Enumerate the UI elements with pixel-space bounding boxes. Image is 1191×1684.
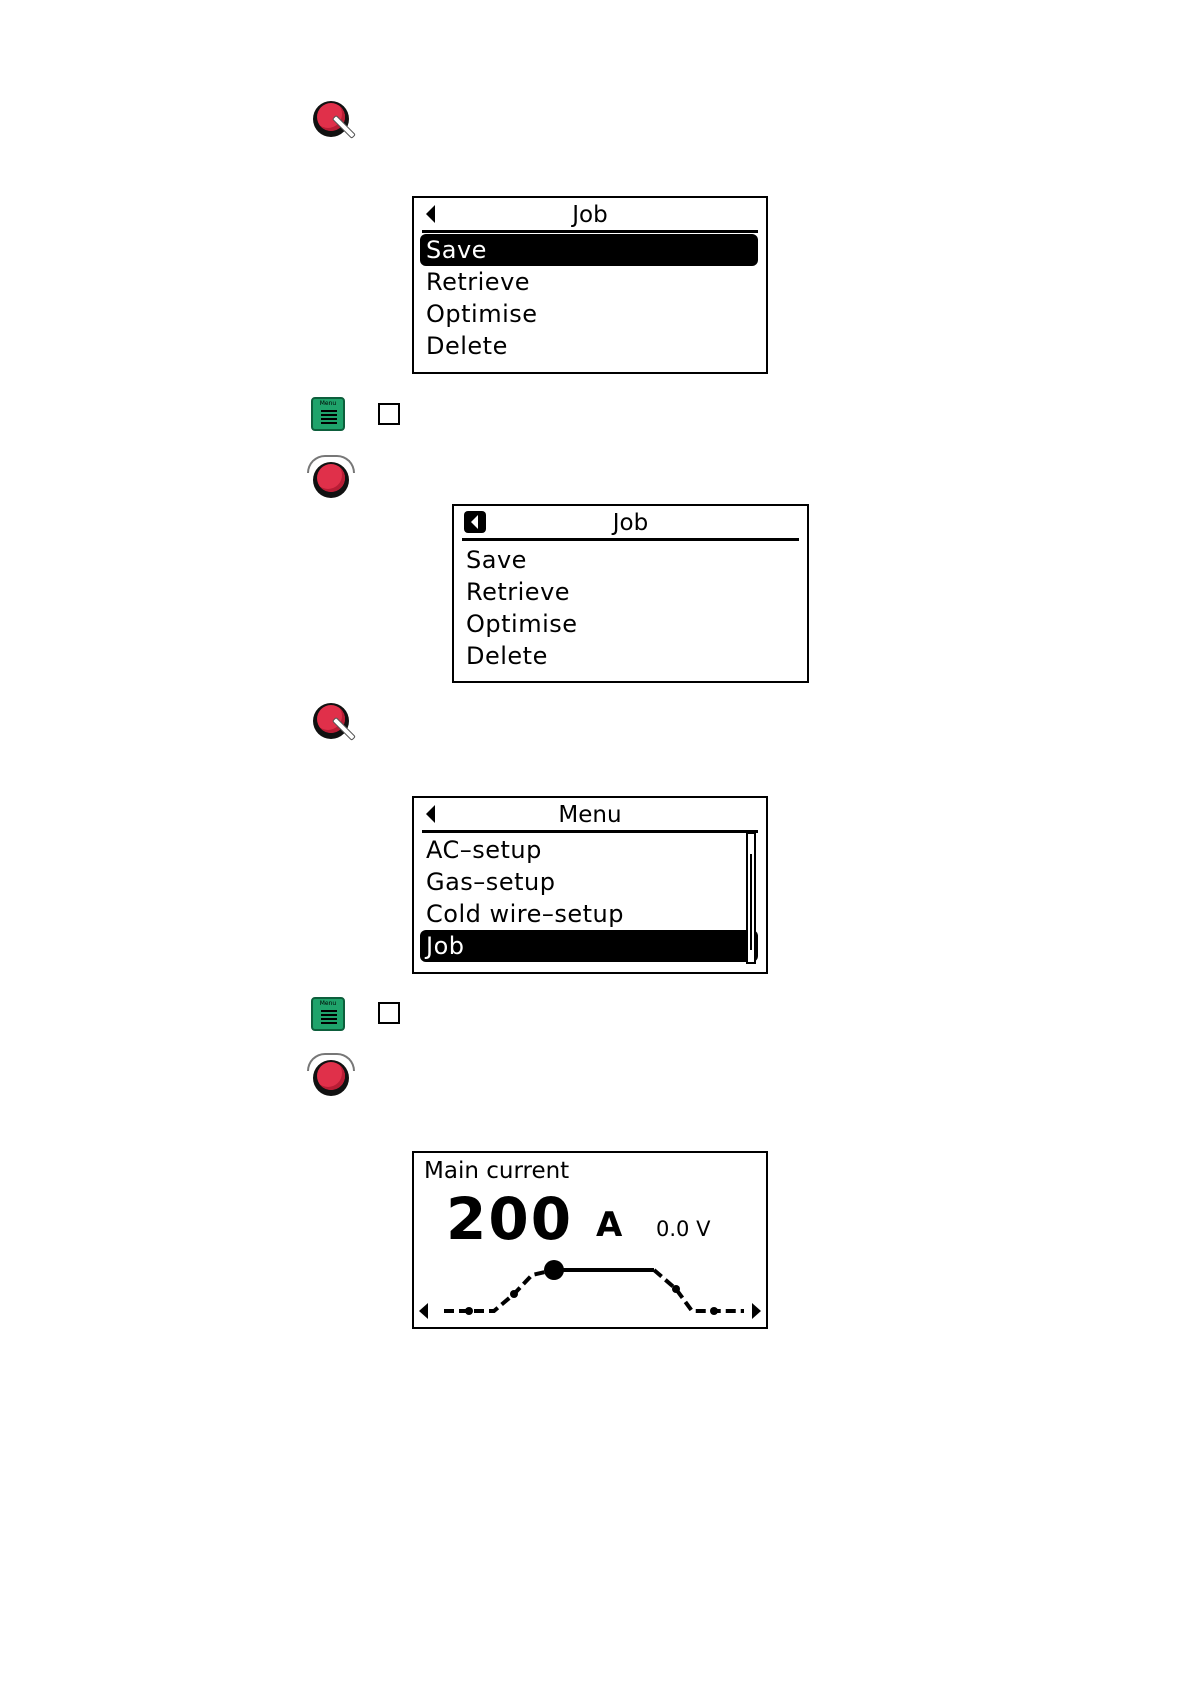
menu-item-delete[interactable]: Delete [466,642,548,670]
sequence-point [510,1290,518,1298]
main-current-screen [412,1151,768,1329]
step-checkbox[interactable] [378,403,400,425]
lcd-header [422,800,758,833]
voltage-readout: 0.0 V [656,1217,711,1241]
menu-item-save[interactable]: Save [420,234,758,266]
knob-press-icon[interactable] [313,703,349,739]
sequence-point [672,1285,680,1293]
previous-parameter-arrow-icon [419,1303,428,1319]
sequence-curve [444,1270,744,1311]
lcd-title: Job [572,202,608,228]
menu-lines-icon [321,1010,337,1026]
lcd-header [462,508,799,541]
welding-sequence-graph [414,1249,766,1329]
main-menu-list [420,834,758,962]
next-parameter-arrow-icon [752,1303,761,1319]
lcd-title: Job [612,510,649,536]
job-menu-list [460,544,799,672]
menu-button-caption: Menu [319,1000,337,1007]
sequence-point [465,1307,473,1315]
scrollbar-thumb[interactable] [750,854,752,950]
job-menu-list [420,234,758,362]
menu-button-icon[interactable] [311,397,345,431]
job-screen-save-selected [412,196,768,374]
menu-item-gas-setup[interactable]: Gas–setup [426,868,556,896]
menu-item-retrieve[interactable]: Retrieve [466,578,571,606]
knob-press-icon[interactable] [313,101,349,137]
menu-item-delete[interactable]: Delete [426,332,508,360]
menu-item-cold-wire-setup[interactable]: Cold wire–setup [426,900,624,928]
menu-item-optimise[interactable]: Optimise [426,300,538,328]
lcd-title: Menu [558,802,622,828]
menu-screen-job-selected [412,796,768,974]
menu-item-ac-setup[interactable]: AC–setup [426,836,542,864]
menu-button-caption: Menu [319,400,337,407]
lcd-header [422,200,758,233]
menu-item-save[interactable]: Save [466,546,527,574]
step-checkbox[interactable] [378,1002,400,1024]
menu-item-retrieve[interactable]: Retrieve [426,268,531,296]
sequence-point [710,1307,718,1315]
scrollbar[interactable] [746,832,756,964]
menu-item-optimise[interactable]: Optimise [466,610,578,638]
menu-button-icon[interactable] [311,997,345,1031]
knob-turn-icon[interactable] [313,462,349,498]
knob-turn-icon[interactable] [313,1060,349,1096]
job-screen-back-selected [452,504,809,683]
knob-face [317,1062,345,1090]
knob-face [317,464,345,492]
current-value: 200 [446,1185,574,1253]
menu-lines-icon [321,410,337,426]
menu-item-job[interactable]: Job [420,930,758,962]
parameter-label: Main current [424,1158,570,1184]
main-current-point [544,1260,564,1280]
current-unit: A [596,1205,623,1245]
